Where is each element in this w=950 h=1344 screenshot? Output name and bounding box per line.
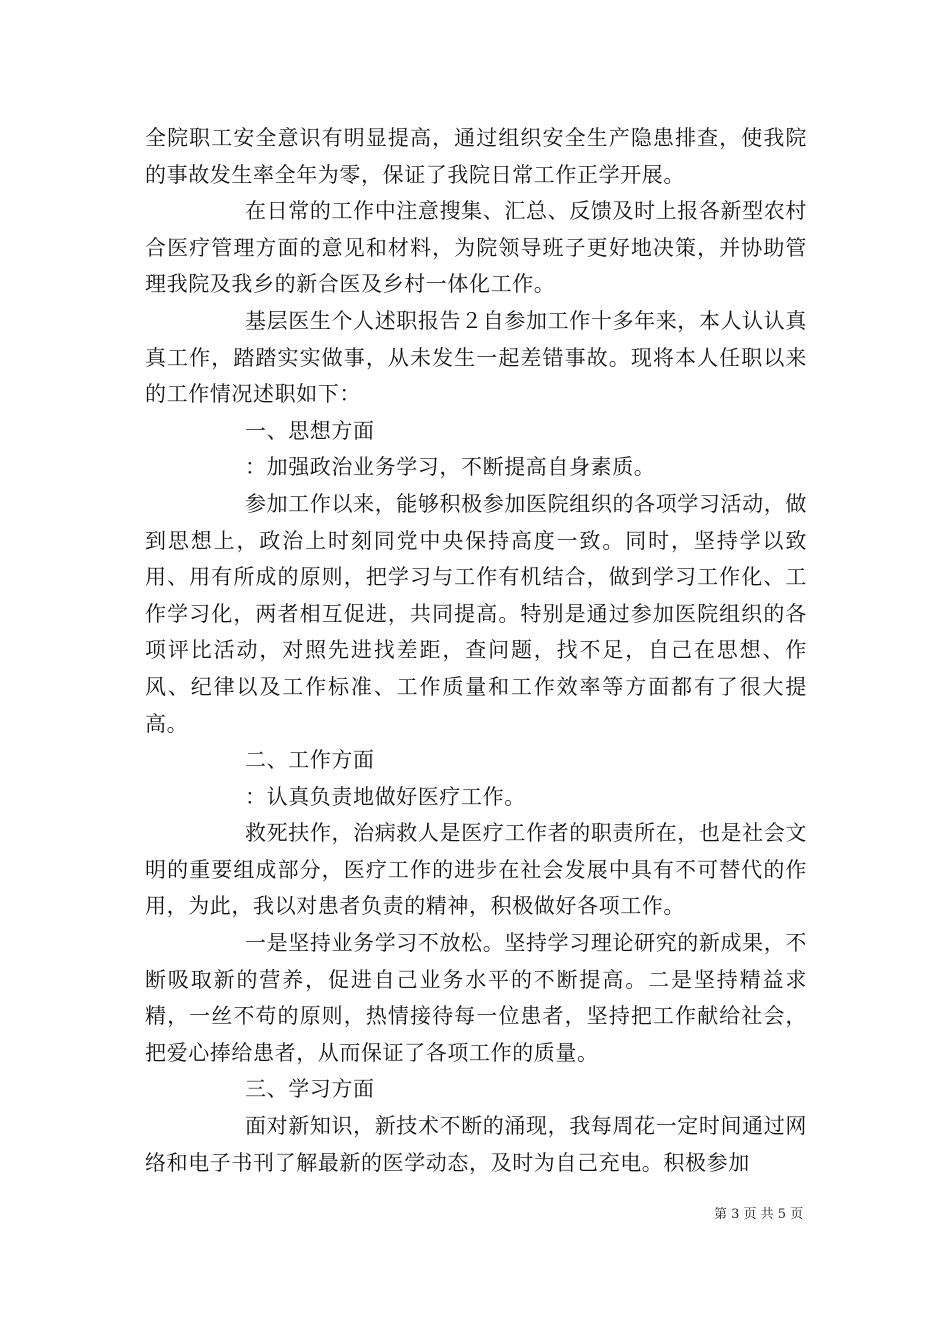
page-number-footer: 第 3 页 共 5 页 [714,1207,804,1222]
paragraph-6: 一是坚持业务学习不放松。坚持学习理论研究的新成果，不断吸取新的营养，促进自己业务水平的不断提高。二是坚持精益求精，一丝不苟的原则，热情接待每一位患者，坚持把工作献给社会，把爱心捧给患者，从而保证了各项工作的质量。 [145,931,807,1065]
section-heading-3: 三、学习方面 [245,1077,375,1102]
paragraph-2: 在日常的工作中注意搜集、汇总、反馈及时上报各新型农村合医疗管理方面的意见和材料，为院领导班子更好地决策，并协助管理我院及我乡的新合医及乡村一体化工作。 [145,199,807,297]
paragraph-7: 面对新知识，新技术不断的涌现，我每周花一定时间通过网络和电子书刊了解最新的医学动态，及时为自己充电。积极参加 [145,1114,807,1175]
section-heading-1: 一、思想方面 [245,418,375,443]
paragraph-3: 基层医生个人述职报告２自参加工作十多年来，本人认认真真工作，踏踏实实做事，从未发生一起差错事故。现将本人任职以来的工作情况述职如下： [145,308,807,407]
paragraph-1: 全院职工安全意识有明显提高，通过组织安全生产隐患排查，使我院的事故发生率全年为零，保证了我院日常工作正学开展。 [145,126,807,187]
section-subheading-1: ：加强政治业务学习，不断提高自身素质。 [245,455,656,480]
paragraph-4: 参加工作以来，能够积极参加医院组织的各项学习活动，做到思想上，政治上时刻同党中央保持高度一致。同时，坚持学以致用、用有所成的原则，把学习与工作有机结合，做到学习工作化、工作学习化，两者相互促进，共同提高。特别是通过参加医院组织的各项评比活动，对照先进找差距，查问题，找不足，自己在思想、作风、纪律以及工作标准、工作质量和工作效率等方面都有了很大提高。 [145,491,807,736]
paragraph-5: 救死扶作，治病救人是医疗工作者的职责所在，也是社会文明的重要组成部分，医疗工作的进步在社会发展中具有不可替代的作用，为此，我以对患者负责的精神，积极做好各项工作。 [145,821,807,919]
section-heading-2: 二、工作方面 [245,748,375,773]
section-subheading-2: ：认真负责地做好医疗工作。 [245,784,526,809]
document-body [145,120,807,1181]
